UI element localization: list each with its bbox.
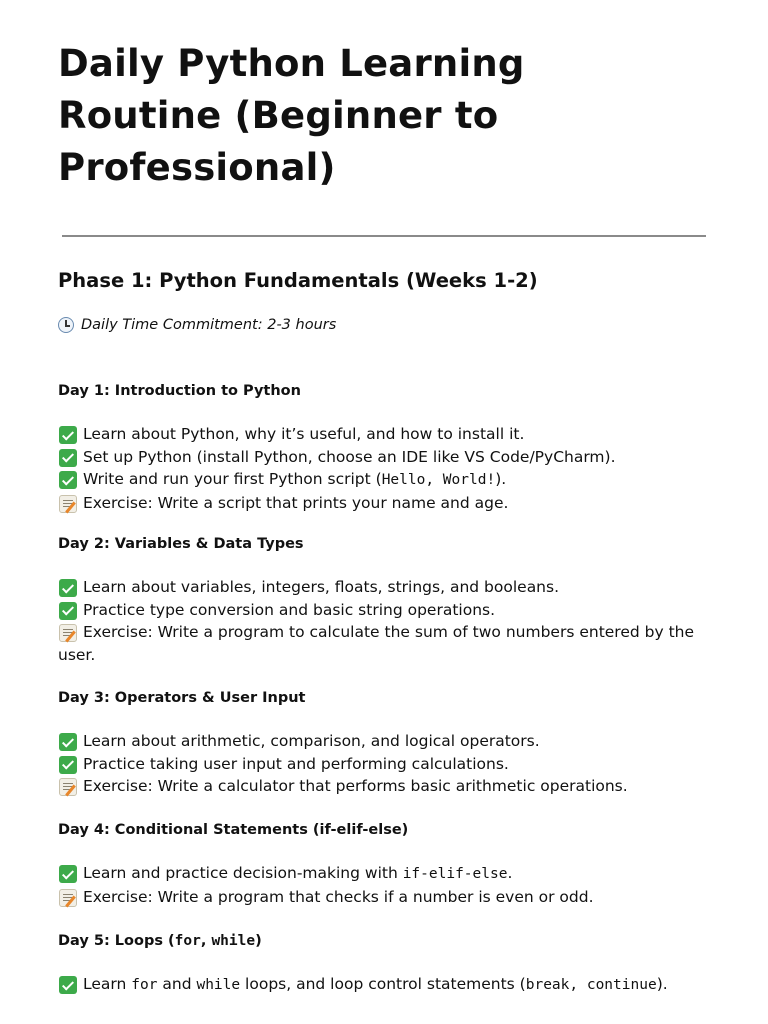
- item-text: and: [157, 975, 197, 993]
- item-text: Exercise: Write a program to calculate the sum of two numbers entered by the user.: [58, 623, 695, 664]
- list-item: [58, 730, 708, 753]
- item-text: ).: [495, 470, 507, 488]
- item-text: Learn and practice decision-making with: [83, 864, 403, 882]
- day-heading: [58, 930, 708, 952]
- heading-text: ,: [200, 933, 212, 949]
- day-section-4: [58, 819, 708, 908]
- day-heading: Day 4: Conditional Statements (if-elif-else): [58, 822, 409, 838]
- check-icon: [59, 865, 77, 883]
- list-item: [58, 621, 708, 666]
- heading-text: ): [255, 933, 262, 949]
- list-item: [58, 423, 708, 446]
- check-icon: [59, 471, 77, 489]
- item-text: Learn about arithmetic, comparison, and logical operators.: [83, 732, 540, 750]
- day-heading: Day 3: Operators & User Input: [58, 690, 306, 706]
- item-text: Learn about variables, integers, floats, strings, and booleans.: [83, 578, 560, 596]
- day-section-1: [58, 380, 708, 514]
- item-text: Practice taking user input and performing calculations.: [83, 754, 509, 773]
- item-text: Exercise: Write a script that prints your name and age.: [83, 493, 509, 512]
- list-item: [58, 599, 708, 622]
- phase-title: Phase 1: Python Fundamentals (Weeks 1-2): [58, 269, 538, 292]
- day-heading: Day 2: Variables & Data Types: [58, 536, 304, 552]
- check-icon: [59, 976, 77, 994]
- day-section-2: [58, 533, 708, 666]
- memo-icon: [59, 495, 77, 513]
- item-text: Write and run your first Python script (: [83, 470, 382, 488]
- inline-code: if-elif-else: [402, 866, 508, 882]
- item-text: Exercise: Write a calculator that performs basic arithmetic operations.: [83, 777, 628, 795]
- list-item: [58, 886, 708, 909]
- horizontal-divider: [62, 235, 706, 237]
- check-icon: [59, 449, 77, 467]
- list-item: [58, 973, 708, 997]
- check-icon: [59, 426, 77, 444]
- list-item: [58, 775, 708, 798]
- list-item: [58, 446, 708, 469]
- list-item: [58, 753, 708, 776]
- item-text: Learn about Python, why it’s useful, and how to install it.: [83, 425, 525, 443]
- check-icon: [59, 733, 77, 751]
- check-icon: [59, 602, 77, 620]
- memo-icon: [59, 778, 77, 796]
- document-title: Daily Python Learning Routine (Beginner to Professional): [58, 42, 525, 189]
- inline-code: while: [196, 977, 241, 993]
- inline-code: while: [211, 933, 256, 949]
- list-item: [58, 468, 708, 492]
- item-text: Set up Python (install Python, choose an IDE like VS Code/PyCharm).: [83, 447, 616, 466]
- item-text: Practice type conversion and basic string operations.: [83, 600, 496, 619]
- day-section-3: [58, 687, 708, 798]
- list-item: [58, 576, 708, 599]
- time-commitment-text: Daily Time Commitment: 2-3 hours: [81, 317, 337, 333]
- item-text: ).: [656, 975, 668, 993]
- list-item: [58, 492, 708, 515]
- list-item: [58, 862, 708, 886]
- check-icon: [59, 756, 77, 774]
- heading-text: Day 5: Loops (: [58, 933, 175, 949]
- inline-code: break, continue: [525, 977, 657, 993]
- check-icon: [59, 579, 77, 597]
- inline-code: Hello, World!: [381, 472, 496, 488]
- item-text: .: [507, 864, 513, 882]
- time-commitment: [58, 314, 336, 336]
- memo-icon: [59, 889, 77, 907]
- item-text: Learn: [83, 975, 132, 993]
- inline-code: for: [131, 977, 158, 993]
- item-text: loops, and loop control statements (: [240, 975, 526, 993]
- memo-icon: [59, 624, 77, 642]
- item-text: Exercise: Write a program that checks if a number is even or odd.: [83, 887, 594, 906]
- inline-code: for: [174, 933, 201, 949]
- day-heading: Day 1: Introduction to Python: [58, 383, 301, 399]
- day-section-5: [58, 930, 708, 997]
- clock-icon: [58, 317, 74, 333]
